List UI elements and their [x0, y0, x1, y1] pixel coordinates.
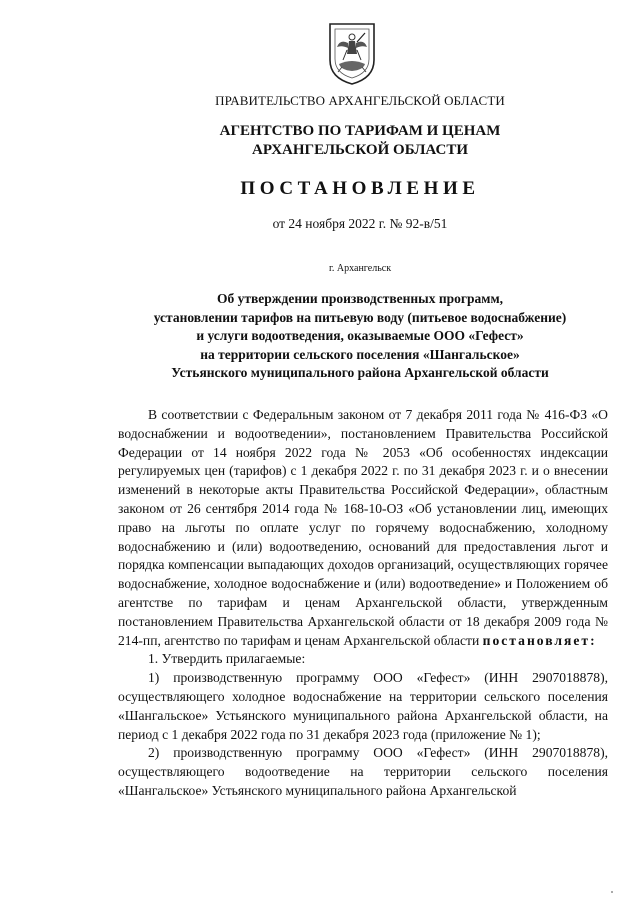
document-type: ПОСТАНОВЛЕНИЕ — [240, 178, 480, 199]
preamble-paragraph — [118, 406, 608, 650]
document-body — [118, 406, 608, 801]
agency-name-line2: АРХАНГЕЛЬСКОЙ ОБЛАСТИ — [252, 142, 468, 158]
agency-name-line1: АГЕНТСТВО ПО ТАРИФАМ И ЦЕНАМ — [219, 123, 501, 139]
document-date-number: от 24 ноября 2022 г. № 92-в/51 — [272, 216, 448, 231]
agency-name — [0, 122, 640, 160]
government-name: ПРАВИТЕЛЬСТВО АРХАНГЕЛЬСКОЙ ОБЛАСТИ — [215, 93, 505, 108]
item-1-2: 2) производственную программу ООО «Гефест» (ИНН 2907018878), осуществляющего водоотведение на территории сельского поселения «Шангальское» Устьянского муниципального района Архангельской — [118, 745, 608, 798]
scan-speck — [611, 891, 613, 893]
decree-word: постановляет: — [482, 632, 597, 648]
item-1: 1. Утвердить прилагаемые: — [148, 651, 306, 667]
subject-line5: Устьянского муниципального района Архангельской области — [171, 365, 549, 380]
subject-line1: Об утверждении производственных программ, — [216, 291, 504, 306]
subject-line3: и услуги водоотведения, оказываемые ООО «Гефест» — [196, 328, 524, 343]
preamble-text: В соответствии с Федеральным законом от 7 декабря 2011 года № 416-ФЗ «О водоснабжении и водоотведении», постановлением Правительства Российской Федерации от 14 ноября 2022 года № 2053 «Об особенностях индексации регулируемых цен (тарифов) с 1 декабря 2022 г. по 31 декабря 2023 г. и о внесении изменений в некоторые акты Правительства Российской Федерации», областным законом от 26 сентября 2014 года № 168-10-ОЗ «Об установлении лиц, имеющих право на льготы по оплате услуг по горячему водоснабжению, холодному водоснабжению и (или) водоотведению, оснований для предоставления льгот и порядка компенсации выпадающих доходов организаций, осуществляющих горячее водоснабжение, холодное водоснабжение и (или) водоотведение» и Положением об агентстве по тарифам и ценам Архангельской области, утвержденным постановлением Правительства Архангельской области от 18 декабря 2009 года № 214-пп, агентство по тарифам и ценам Архангельской области — [118, 407, 608, 648]
coat-of-arms-icon — [327, 20, 377, 86]
document-subject — [0, 290, 640, 383]
subject-line4: на территории сельского поселения «Шангальское» — [200, 346, 520, 362]
document-city: г. Архангельск — [328, 263, 392, 274]
item-1-1: 1) производственную программу ООО «Гефест» (ИНН 2907018878), осуществляющего холодное водоснабжение на территории сельского поселения «Шангальское» Устьянского муниципального района Архангельской области, на период с 1 декабря 2022 года по 31 декабря 2023 года (приложение № 1); — [118, 670, 608, 742]
subject-line2: установлении тарифов на питьевую воду (питьевое водоснабжение) — [153, 309, 567, 325]
